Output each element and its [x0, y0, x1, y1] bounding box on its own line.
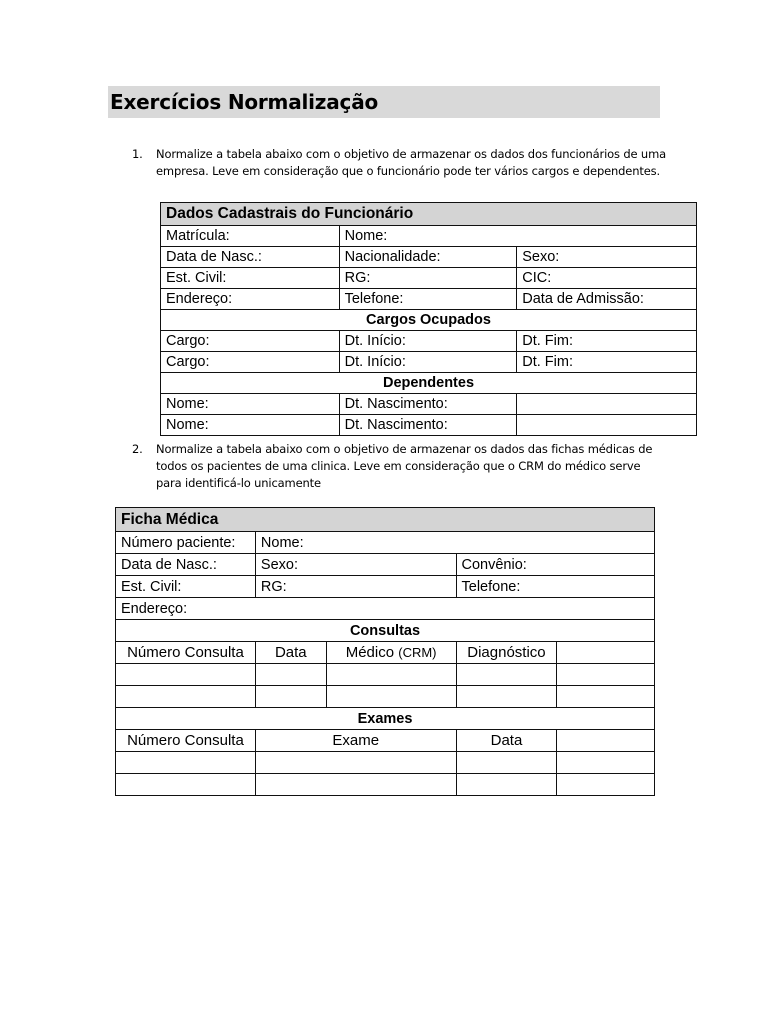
dependente-nome-field: Nome: — [161, 415, 340, 436]
empty-cell — [557, 730, 655, 752]
sexo-field: Sexo: — [517, 247, 697, 268]
exercise-number: 1. — [132, 147, 143, 161]
cargo-field: Cargo: — [161, 331, 340, 352]
medical-record-table — [115, 507, 655, 796]
dt-nascimento-field: Dt. Nascimento: — [339, 394, 517, 415]
table-title: Ficha Médica — [116, 508, 655, 532]
endereco-field: Endereço: — [161, 289, 340, 310]
dependente-nome-field: Nome: — [161, 394, 340, 415]
data-admissao-field: Data de Admissão: — [517, 289, 697, 310]
empty-cell — [255, 664, 326, 686]
empty-cell — [326, 686, 456, 708]
rg-field: RG: — [339, 268, 517, 289]
col-header-exame: Exame — [255, 730, 456, 752]
nacionalidade-field: Nacionalidade: — [339, 247, 517, 268]
empty-cell — [116, 752, 256, 774]
table-row — [116, 686, 655, 708]
table-title: Dados Cadastrais do Funcionário — [161, 203, 697, 226]
empty-cell — [456, 752, 557, 774]
consultas-section-header: Consultas — [116, 620, 655, 642]
exercise-text: Normalize a tabela abaixo com o objetivo de armazenar os dados das fichas médicas de todos os pacientes de uma clinica. Leve em consideração que o CRM do médico serve para identificá-lo unicamente — [156, 442, 653, 490]
numero-paciente-field: Número paciente: — [116, 532, 256, 554]
endereco-field: Endereço: — [116, 598, 655, 620]
rg-field: RG: — [255, 576, 456, 598]
data-nasc-field: Data de Nasc.: — [161, 247, 340, 268]
cic-field: CIC: — [517, 268, 697, 289]
dt-nascimento-field: Dt. Nascimento: — [339, 415, 517, 436]
empty-cell — [255, 686, 326, 708]
empty-cell — [557, 664, 655, 686]
empty-cell — [255, 774, 456, 796]
dt-inicio-field: Dt. Início: — [339, 331, 517, 352]
col-header-medico — [326, 642, 456, 664]
dt-inicio-field: Dt. Início: — [339, 352, 517, 373]
exercise-number: 2. — [132, 442, 143, 456]
table-row — [161, 415, 697, 436]
col-header-data: Data — [255, 642, 326, 664]
empty-cell — [517, 394, 697, 415]
est-civil-field: Est. Civil: — [116, 576, 256, 598]
empty-cell — [557, 774, 655, 796]
matricula-field: Matrícula: — [161, 226, 340, 247]
table-row — [161, 331, 697, 352]
exames-section-header: Exames — [116, 708, 655, 730]
empty-cell — [456, 664, 557, 686]
dependentes-section-header: Dependentes — [161, 373, 697, 394]
empty-cell — [557, 642, 655, 664]
table-row — [116, 752, 655, 774]
est-civil-field: Est. Civil: — [161, 268, 340, 289]
dt-fim-field: Dt. Fim: — [517, 352, 697, 373]
employee-data-table — [160, 202, 697, 436]
nome-field: Nome: — [255, 532, 654, 554]
empty-cell — [116, 664, 256, 686]
sexo-field: Sexo: — [255, 554, 456, 576]
empty-cell — [255, 752, 456, 774]
table-row — [116, 774, 655, 796]
empty-cell — [557, 686, 655, 708]
col-header-data: Data — [456, 730, 557, 752]
convenio-field: Convênio: — [456, 554, 654, 576]
empty-cell — [116, 686, 256, 708]
cargo-field: Cargo: — [161, 352, 340, 373]
col-header-numero-consulta: Número Consulta — [116, 730, 256, 752]
exercise-text: Normalize a tabela abaixo com o objetivo de armazenar os dados dos funcionários de uma empresa. Leve em consideração que o funcionário pode ter vários cargos e dependentes. — [156, 147, 667, 178]
empty-cell — [557, 752, 655, 774]
empty-cell — [517, 415, 697, 436]
empty-cell — [116, 774, 256, 796]
table-row — [161, 394, 697, 415]
telefone-field: Telefone: — [456, 576, 654, 598]
empty-cell — [456, 686, 557, 708]
dt-fim-field: Dt. Fim: — [517, 331, 697, 352]
nome-field: Nome: — [339, 226, 696, 247]
data-nasc-field: Data de Nasc.: — [116, 554, 256, 576]
col-header-diagnostico: Diagnóstico — [456, 642, 557, 664]
table-row — [116, 664, 655, 686]
cargos-section-header: Cargos Ocupados — [161, 310, 697, 331]
medico-label: Médico — [345, 644, 395, 661]
page-title: Exercícios Normalização — [110, 90, 379, 114]
title-bar — [108, 86, 660, 118]
table-row — [161, 352, 697, 373]
empty-cell — [326, 664, 456, 686]
col-header-numero-consulta: Número Consulta — [116, 642, 256, 664]
empty-cell — [456, 774, 557, 796]
telefone-field: Telefone: — [339, 289, 517, 310]
crm-label: (CRM) — [398, 645, 437, 660]
